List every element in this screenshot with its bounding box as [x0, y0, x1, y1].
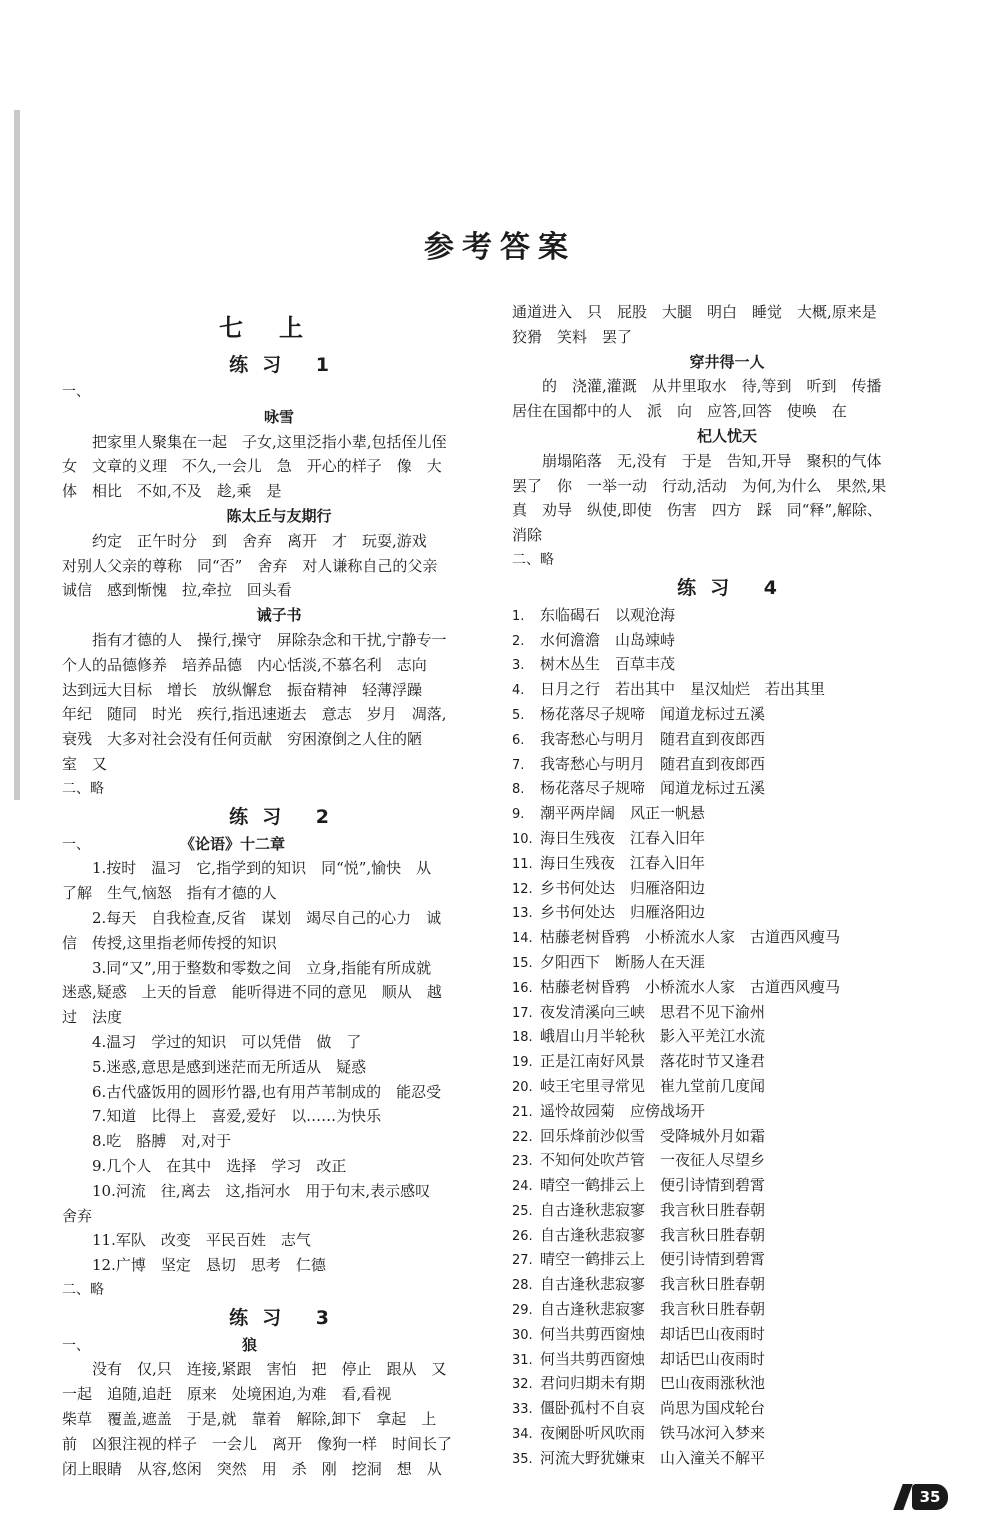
item-number: 34.	[512, 1427, 533, 1443]
item-number: 8.	[512, 782, 525, 798]
list-item	[512, 1421, 942, 1446]
item-second-line: 落花时节又逢君	[660, 1052, 766, 1071]
item-number: 1.	[512, 608, 525, 624]
item-first-line: 遥怜故园菊	[540, 1101, 616, 1120]
answer-line: 诚信 感到惭愧 拉,牵拉 回头看	[62, 581, 292, 600]
exercise-4-title	[512, 573, 942, 603]
item-first-line: 河流大野犹嫌束	[540, 1448, 646, 1467]
exercise-3-title	[62, 1303, 496, 1333]
item-second-line: 随君直到夜郎西	[660, 729, 766, 748]
item-number: 28.	[512, 1278, 533, 1294]
item-number: 2.	[512, 633, 525, 649]
item-second-line: 百草丰茂	[615, 655, 676, 674]
list-item	[512, 1049, 942, 1074]
item-first-line: 自古逢秋悲寂寥	[540, 1200, 646, 1219]
item-number: 33.	[512, 1402, 533, 1418]
item-first-line: 不知何处吹芦管	[540, 1151, 646, 1170]
item-first-line: 晴空一鹤排云上	[540, 1250, 646, 1269]
subheading-chentaiqiu: 陈太丘与友期行	[226, 506, 332, 525]
list-item	[512, 1446, 942, 1471]
part-label: 二、略	[62, 780, 104, 797]
answer-line: 12.广博 坚定 恳切 思考 仁德	[92, 1256, 326, 1275]
answer-line: 3.同“又”,用于整数和零数之间 立身,指能有所成就	[92, 958, 432, 977]
item-first-line: 枯藤老树昏鸦	[540, 928, 631, 947]
item-first-line: 杨花落尽子规啼	[540, 779, 646, 798]
list-item	[512, 1124, 942, 1149]
exercise-title-text: 练习	[229, 805, 296, 828]
part-label-text: 一、	[62, 836, 90, 853]
page-number: 35	[912, 1484, 948, 1510]
item-second-line: 山入潼关不解平	[660, 1448, 766, 1467]
part-label-text: 一、	[62, 1337, 90, 1354]
part-label: 二、略	[512, 551, 554, 568]
list-item	[512, 826, 942, 851]
answer-line: 柴草 覆盖,遮盖 于是,就 靠着 解除,卸下 拿起 上	[62, 1410, 437, 1429]
item-first-line: 海日生残夜	[540, 828, 616, 847]
answer-line: 狡猾 笑料 罢了	[512, 327, 633, 346]
page-title: 参考答案	[424, 230, 576, 265]
answer-line: 消除	[512, 526, 543, 545]
item-first-line: 东临碣石	[540, 605, 601, 624]
list-item	[512, 1272, 942, 1297]
subheading-jiezishu: 诫子书	[256, 606, 302, 625]
item-first-line: 夜阑卧听风吹雨	[540, 1424, 646, 1443]
list-item	[512, 1074, 942, 1099]
answer-line: 1.按时 温习 它,指学到的知识 同“悦”,愉快 从	[92, 859, 432, 878]
item-second-line: 尚思为国戍轮台	[660, 1399, 766, 1418]
list-item	[512, 776, 942, 801]
part-label	[62, 832, 496, 857]
answer-line: 室 又	[62, 754, 108, 773]
item-number: 22.	[512, 1129, 533, 1145]
list-item	[512, 1173, 942, 1198]
item-first-line: 晴空一鹤排云上	[540, 1176, 646, 1195]
subheading-lunyu: 《论语》十二章	[180, 834, 286, 853]
item-second-line: 铁马冰河入梦来	[660, 1424, 766, 1443]
item-first-line: 峨眉山月半轮秋	[540, 1027, 646, 1046]
item-second-line: 若出其中 星汉灿烂 若出其里	[615, 680, 826, 699]
item-first-line: 树木丛生	[540, 655, 601, 674]
answer-line: 罢了 你 一举一动 行动,活动 为何,为什么 果然,果	[512, 476, 887, 495]
list-item	[512, 752, 942, 777]
item-number: 20.	[512, 1079, 533, 1095]
item-number: 21.	[512, 1104, 533, 1120]
answer-line: 崩塌陷落 无,没有 于是 告知,开导 聚积的气体	[542, 451, 882, 470]
item-second-line: 断肠人在天涯	[615, 952, 706, 971]
item-second-line: 却话巴山夜雨时	[660, 1324, 766, 1343]
item-second-line: 江春入旧年	[630, 828, 706, 847]
exercise-number: 3	[315, 1306, 329, 1329]
answer-line: 迷惑,疑惑 上天的旨意 能听得进不同的意见 顺从 越	[62, 983, 442, 1002]
part-label: 一、	[62, 384, 90, 400]
item-number: 9.	[512, 807, 525, 823]
item-first-line: 夕阳西下	[540, 952, 601, 971]
item-number: 3.	[512, 658, 525, 674]
item-second-line: 我言秋日胜春朝	[660, 1225, 766, 1244]
answer-line: 的 浇灌,灌溉 从井里取水 待,等到 听到 传播	[542, 377, 882, 396]
list-item	[512, 1198, 942, 1223]
item-first-line: 潮平两岸阔	[540, 804, 616, 823]
answer-line: 8.吃 胳膊 对,对于	[92, 1132, 232, 1151]
item-first-line: 海日生残夜	[540, 853, 616, 872]
answer-line: 11.军队 改变 平民百姓 志气	[92, 1231, 311, 1250]
answer-line: 衰残 大多对社会没有任何贡献 穷困潦倒之人住的陋	[62, 730, 423, 749]
item-first-line: 乡书何处达	[540, 878, 616, 897]
answer-line: 闭上眼睛 从容,悠闲 突然 用 杀 刚 挖洞 想 从	[62, 1459, 442, 1478]
item-second-line: 我言秋日胜春朝	[660, 1200, 766, 1219]
item-number: 12.	[512, 881, 533, 897]
item-number: 29.	[512, 1303, 533, 1319]
item-second-line: 以观沧海	[615, 605, 676, 624]
item-number: 7.	[512, 757, 525, 773]
part-label	[62, 1333, 496, 1358]
answer-line: 年纪 随同 时光 疾行,指迅速逝去 意志 岁月 凋落,	[62, 705, 447, 724]
list-item	[512, 1396, 942, 1421]
list-item	[512, 1297, 942, 1322]
item-second-line: 一夜征人尽望乡	[660, 1151, 766, 1170]
item-first-line: 我寄愁心与明月	[540, 729, 646, 748]
answer-line: 过 法度	[62, 1008, 123, 1027]
item-number: 16.	[512, 980, 533, 996]
subheading-chuanjing: 穿井得一人	[689, 352, 765, 371]
item-second-line: 巴山夜雨涨秋池	[660, 1374, 766, 1393]
list-item	[512, 677, 942, 702]
subheading-qiren: 杞人忧天	[696, 426, 757, 445]
item-second-line: 我言秋日胜春朝	[660, 1275, 766, 1294]
item-number: 35.	[512, 1451, 533, 1467]
item-second-line: 山岛竦峙	[615, 630, 676, 649]
item-second-line: 闻道龙标过五溪	[660, 704, 766, 723]
list-item	[512, 950, 942, 975]
item-second-line: 江春入旧年	[630, 853, 706, 872]
list-item	[512, 1371, 942, 1396]
item-second-line: 风正一帆悬	[630, 804, 706, 823]
item-second-line: 闻道龙标过五溪	[660, 779, 766, 798]
answer-line: 7.知道 比得上 喜爱,爱好 以……为快乐	[92, 1107, 382, 1126]
answer-line: 个人的品德修养 培养品德 内心恬淡,不慕名利 志向	[62, 655, 427, 674]
item-number: 15.	[512, 955, 533, 971]
item-first-line: 乡书何处达	[540, 903, 616, 922]
item-second-line: 归雁洛阳边	[630, 903, 706, 922]
binding-line	[14, 110, 20, 800]
item-number: 14.	[512, 931, 533, 947]
answer-line: 对别人父亲的尊称 同“否” 舍弃 对人谦称自己的父亲	[62, 556, 438, 575]
part-label: 二、略	[62, 1281, 104, 1298]
answer-line: 通道进入 只 屁股 大腿 明白 睡觉 大概,原来是	[512, 303, 877, 321]
list-item	[512, 925, 942, 950]
item-second-line: 受降城外月如霜	[660, 1126, 766, 1145]
item-number: 27.	[512, 1253, 533, 1269]
subheading-lang: 狼	[242, 1335, 258, 1354]
answer-line: 信 传授,这里指老师传授的知识	[62, 933, 277, 952]
item-first-line: 自古逢秋悲寂寥	[540, 1300, 646, 1319]
item-first-line: 水何澹澹	[540, 630, 601, 649]
answer-line: 真 劝导 纵使,即使 伤害 四方 踩 同“释”,解除、	[512, 501, 882, 520]
list-item	[512, 1322, 942, 1347]
list-item	[512, 1148, 942, 1173]
item-number: 30.	[512, 1327, 533, 1343]
item-second-line: 我言秋日胜春朝	[660, 1300, 766, 1319]
exercise-number: 2	[315, 805, 329, 828]
item-first-line: 杨花落尽子规啼	[540, 704, 646, 723]
answer-line: 4.温习 学过的知识 可以凭借 做 了	[92, 1032, 362, 1051]
list-item	[512, 801, 942, 826]
exercise-title-text: 练习	[229, 1306, 296, 1329]
item-second-line: 随君直到夜郎西	[660, 754, 766, 773]
item-number: 6.	[512, 732, 525, 748]
item-number: 17.	[512, 1005, 533, 1021]
answer-line: 没有 仅,只 连接,紧跟 害怕 把 停止 跟从 又	[92, 1360, 447, 1379]
list-item	[512, 727, 942, 752]
answer-line: 舍弃	[62, 1206, 93, 1225]
item-number: 11.	[512, 856, 533, 872]
item-second-line: 便引诗情到碧霄	[660, 1176, 766, 1195]
item-number: 31.	[512, 1352, 533, 1368]
item-first-line: 正是江南好风景	[540, 1052, 646, 1071]
item-number: 13.	[512, 906, 533, 922]
list-item	[512, 1099, 942, 1124]
exercise-title-text: 练习	[677, 576, 744, 599]
item-first-line: 回乐烽前沙似雪	[540, 1126, 646, 1145]
item-first-line: 君问归期未有期	[540, 1374, 646, 1393]
list-item	[512, 603, 942, 628]
item-second-line: 应傍战场开	[630, 1101, 706, 1120]
exercise-number: 4	[763, 576, 777, 599]
item-number: 25.	[512, 1203, 533, 1219]
item-second-line: 小桥流水人家 古道西风瘦马	[645, 928, 841, 947]
item-number: 23.	[512, 1154, 533, 1170]
item-number: 32.	[512, 1377, 533, 1393]
item-first-line: 何当共剪西窗烛	[540, 1324, 646, 1343]
answer-line: 6.古代盛饭用的圆形竹器,也有用芦苇制成的 能忍受	[92, 1082, 442, 1101]
item-second-line: 小桥流水人家 古道西风瘦马	[645, 977, 841, 996]
item-first-line: 岐王宅里寻常见	[540, 1076, 646, 1095]
volume-title: 七上	[219, 313, 339, 342]
item-first-line: 枯藤老树昏鸦	[540, 977, 631, 996]
list-item	[512, 1223, 942, 1248]
item-number: 5.	[512, 707, 525, 723]
list-item	[512, 1347, 942, 1372]
exercise-number: 1	[315, 354, 329, 376]
list-item	[512, 628, 942, 653]
exercise-4-list	[512, 603, 942, 1471]
item-second-line: 崔九堂前几度闻	[660, 1076, 766, 1095]
answer-line: 达到远大目标 增长 放纵懈怠 振奋精神 轻薄浮躁	[62, 680, 423, 699]
answer-line: 前 凶狠注视的样子 一会儿 离开 像狗一样 时间长了	[62, 1434, 453, 1453]
answer-line: 2.每天 自我检查,反省 谋划 竭尽自己的心力 诚	[92, 908, 442, 927]
subheading-yongxue: 咏雪	[263, 407, 294, 426]
item-number: 26.	[512, 1228, 533, 1244]
item-first-line: 何当共剪西窗烛	[540, 1349, 646, 1368]
list-item	[512, 1247, 942, 1272]
item-first-line: 僵卧孤村不自哀	[540, 1399, 646, 1418]
answer-line: 了解 生气,恼怒 指有才德的人	[62, 884, 277, 903]
answer-line: 指有才德的人 操行,操守 屏除杂念和干扰,宁静专一	[92, 630, 447, 649]
list-item	[512, 652, 942, 677]
item-first-line: 自古逢秋悲寂寥	[540, 1275, 646, 1294]
item-second-line: 便引诗情到碧霄	[660, 1250, 766, 1269]
item-number: 10.	[512, 831, 533, 847]
list-item	[512, 851, 942, 876]
answer-line: 5.迷惑,意思是感到迷茫而无所适从 疑惑	[92, 1057, 367, 1076]
list-item	[512, 876, 942, 901]
right-column	[512, 300, 942, 1471]
item-first-line: 我寄愁心与明月	[540, 754, 646, 773]
item-first-line: 日月之行	[540, 680, 601, 699]
answer-line: 约定 正午时分 到 舍弃 离开 才 玩耍,游戏	[92, 531, 427, 550]
exercise-2-title	[62, 802, 496, 832]
answer-line: 居住在国都中的人 派 向 应答,回答 使唤 在	[512, 402, 847, 421]
left-column	[62, 300, 496, 1481]
item-number: 18.	[512, 1030, 533, 1046]
list-item	[512, 702, 942, 727]
list-item	[512, 1024, 942, 1049]
item-second-line: 归雁洛阳边	[630, 878, 706, 897]
item-number: 19.	[512, 1055, 533, 1071]
page-number-mark	[893, 1484, 912, 1510]
list-item	[512, 900, 942, 925]
exercise-title-text: 练习	[229, 354, 296, 376]
answer-line: 体 相比 不如,不及 趁,乘 是	[62, 482, 282, 501]
answer-line: 女 文章的义理 不久,一会儿 急 开心的样子 像 大	[62, 457, 442, 476]
answer-line: 一起 追随,追赶 原来 处境困迫,为难 看,看视	[62, 1385, 392, 1404]
item-number: 24.	[512, 1179, 533, 1195]
item-number: 4.	[512, 683, 525, 699]
item-second-line: 却话巴山夜雨时	[660, 1349, 766, 1368]
item-first-line: 自古逢秋悲寂寥	[540, 1225, 646, 1244]
item-second-line: 影入平羌江水流	[660, 1027, 766, 1046]
exercise-1-title	[62, 350, 496, 380]
answer-line: 10.河流 往,离去 这,指河水 用于句末,表示感叹	[92, 1181, 431, 1200]
list-item	[512, 1000, 942, 1025]
list-item	[512, 975, 942, 1000]
answer-line: 9.几个人 在其中 选择 学习 改正	[92, 1156, 347, 1175]
item-second-line: 思君不见下渝州	[660, 1002, 766, 1021]
item-first-line: 夜发清溪向三峡	[540, 1002, 646, 1021]
answer-line: 把家里人聚集在一起 子女,这里泛指小辈,包括侄儿侄	[92, 432, 447, 451]
